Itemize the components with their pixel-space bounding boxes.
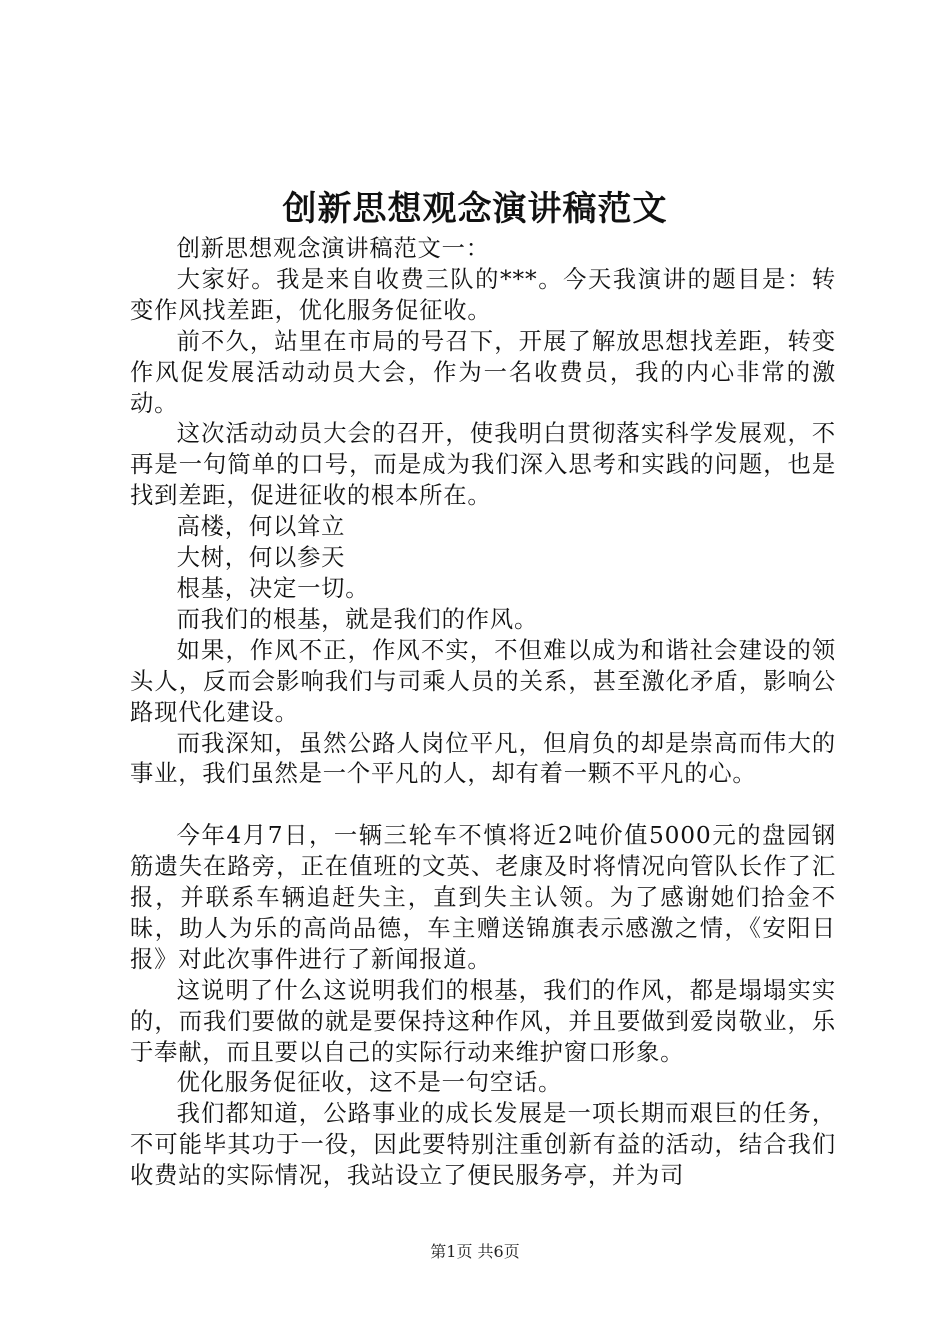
document-body [130,234,836,1192]
document-title: 创新思想观念演讲稿范文 [282,189,668,229]
paragraph: 而我深知，虽然公路人岗位平凡，但肩负的却是崇高而伟大的事业，我们虽然是一个平凡的人，却有着一颗不平凡的心。 [130,729,836,788]
paragraph: 这次活动动员大会的召开，使我明白贯彻落实科学发展观，不再是一句简单的口号，而是成为我们深入思考和实践的问题，也是找到差距，促进征收的根本所在。 [130,420,836,510]
paragraph: 而我们的根基，就是我们的作风。 [176,605,539,633]
paragraph: 前不久，站里在市局的号召下，开展了解放思想找差距，转变作风促发展活动动员大会，作为一名收费员，我的内心非常的激动。 [130,327,836,417]
paragraph: 这说明了什么这说明我们的根基，我们的作风，都是塌塌实实的，而我们要做的就是要保持这种作风，并且要做到爱岗敬业，乐于奉献，而且要以自己的实际行动来维护窗口形象。 [130,976,836,1066]
page-footer: 第1页 共6页 [430,1242,520,1261]
paragraph: 如果，作风不正，作风不实，不但难以成为和谐社会建设的领头人，反而会影响我们与司乘人员的关系，甚至激化矛盾，影响公路现代化建设。 [130,636,836,726]
paragraph: 创新思想观念演讲稿范文一： [176,235,490,262]
paragraph: 根基，决定一切。 [176,574,370,602]
paragraph: 大树，何以参天 [176,544,346,572]
paragraph-spacer [130,790,836,821]
paragraph: 高楼，何以耸立 [176,513,346,541]
paragraph: 今年4月7日，一辆三轮车不慎将近2吨价值5000元的盘园钢筋遗失在路旁，正在值班的文英、老康及时将情况向管队长作了汇报，并联系车辆追赶失主，直到失主认领。为了感谢她们拾金不昧，助人为乐的高尚品德，车主赠送锦旗表示感激之情，《安阳日报》对此次事件进行了新闻报道。 [130,822,836,973]
paragraph: 优化服务促征收，这不是一句空话。 [176,1069,563,1097]
paragraph: 大家好。我是来自收费三队的***。今天我演讲的题目是：转变作风找差距，优化服务促征收。 [130,265,836,324]
paragraph: 我们都知道，公路事业的成长发展是一项长期而艰巨的任务，不可能毕其功于一役，因此要特别注重创新有益的活动，结合我们收费站的实际情况，我站设立了便民服务亭，并为司 [130,1100,836,1190]
